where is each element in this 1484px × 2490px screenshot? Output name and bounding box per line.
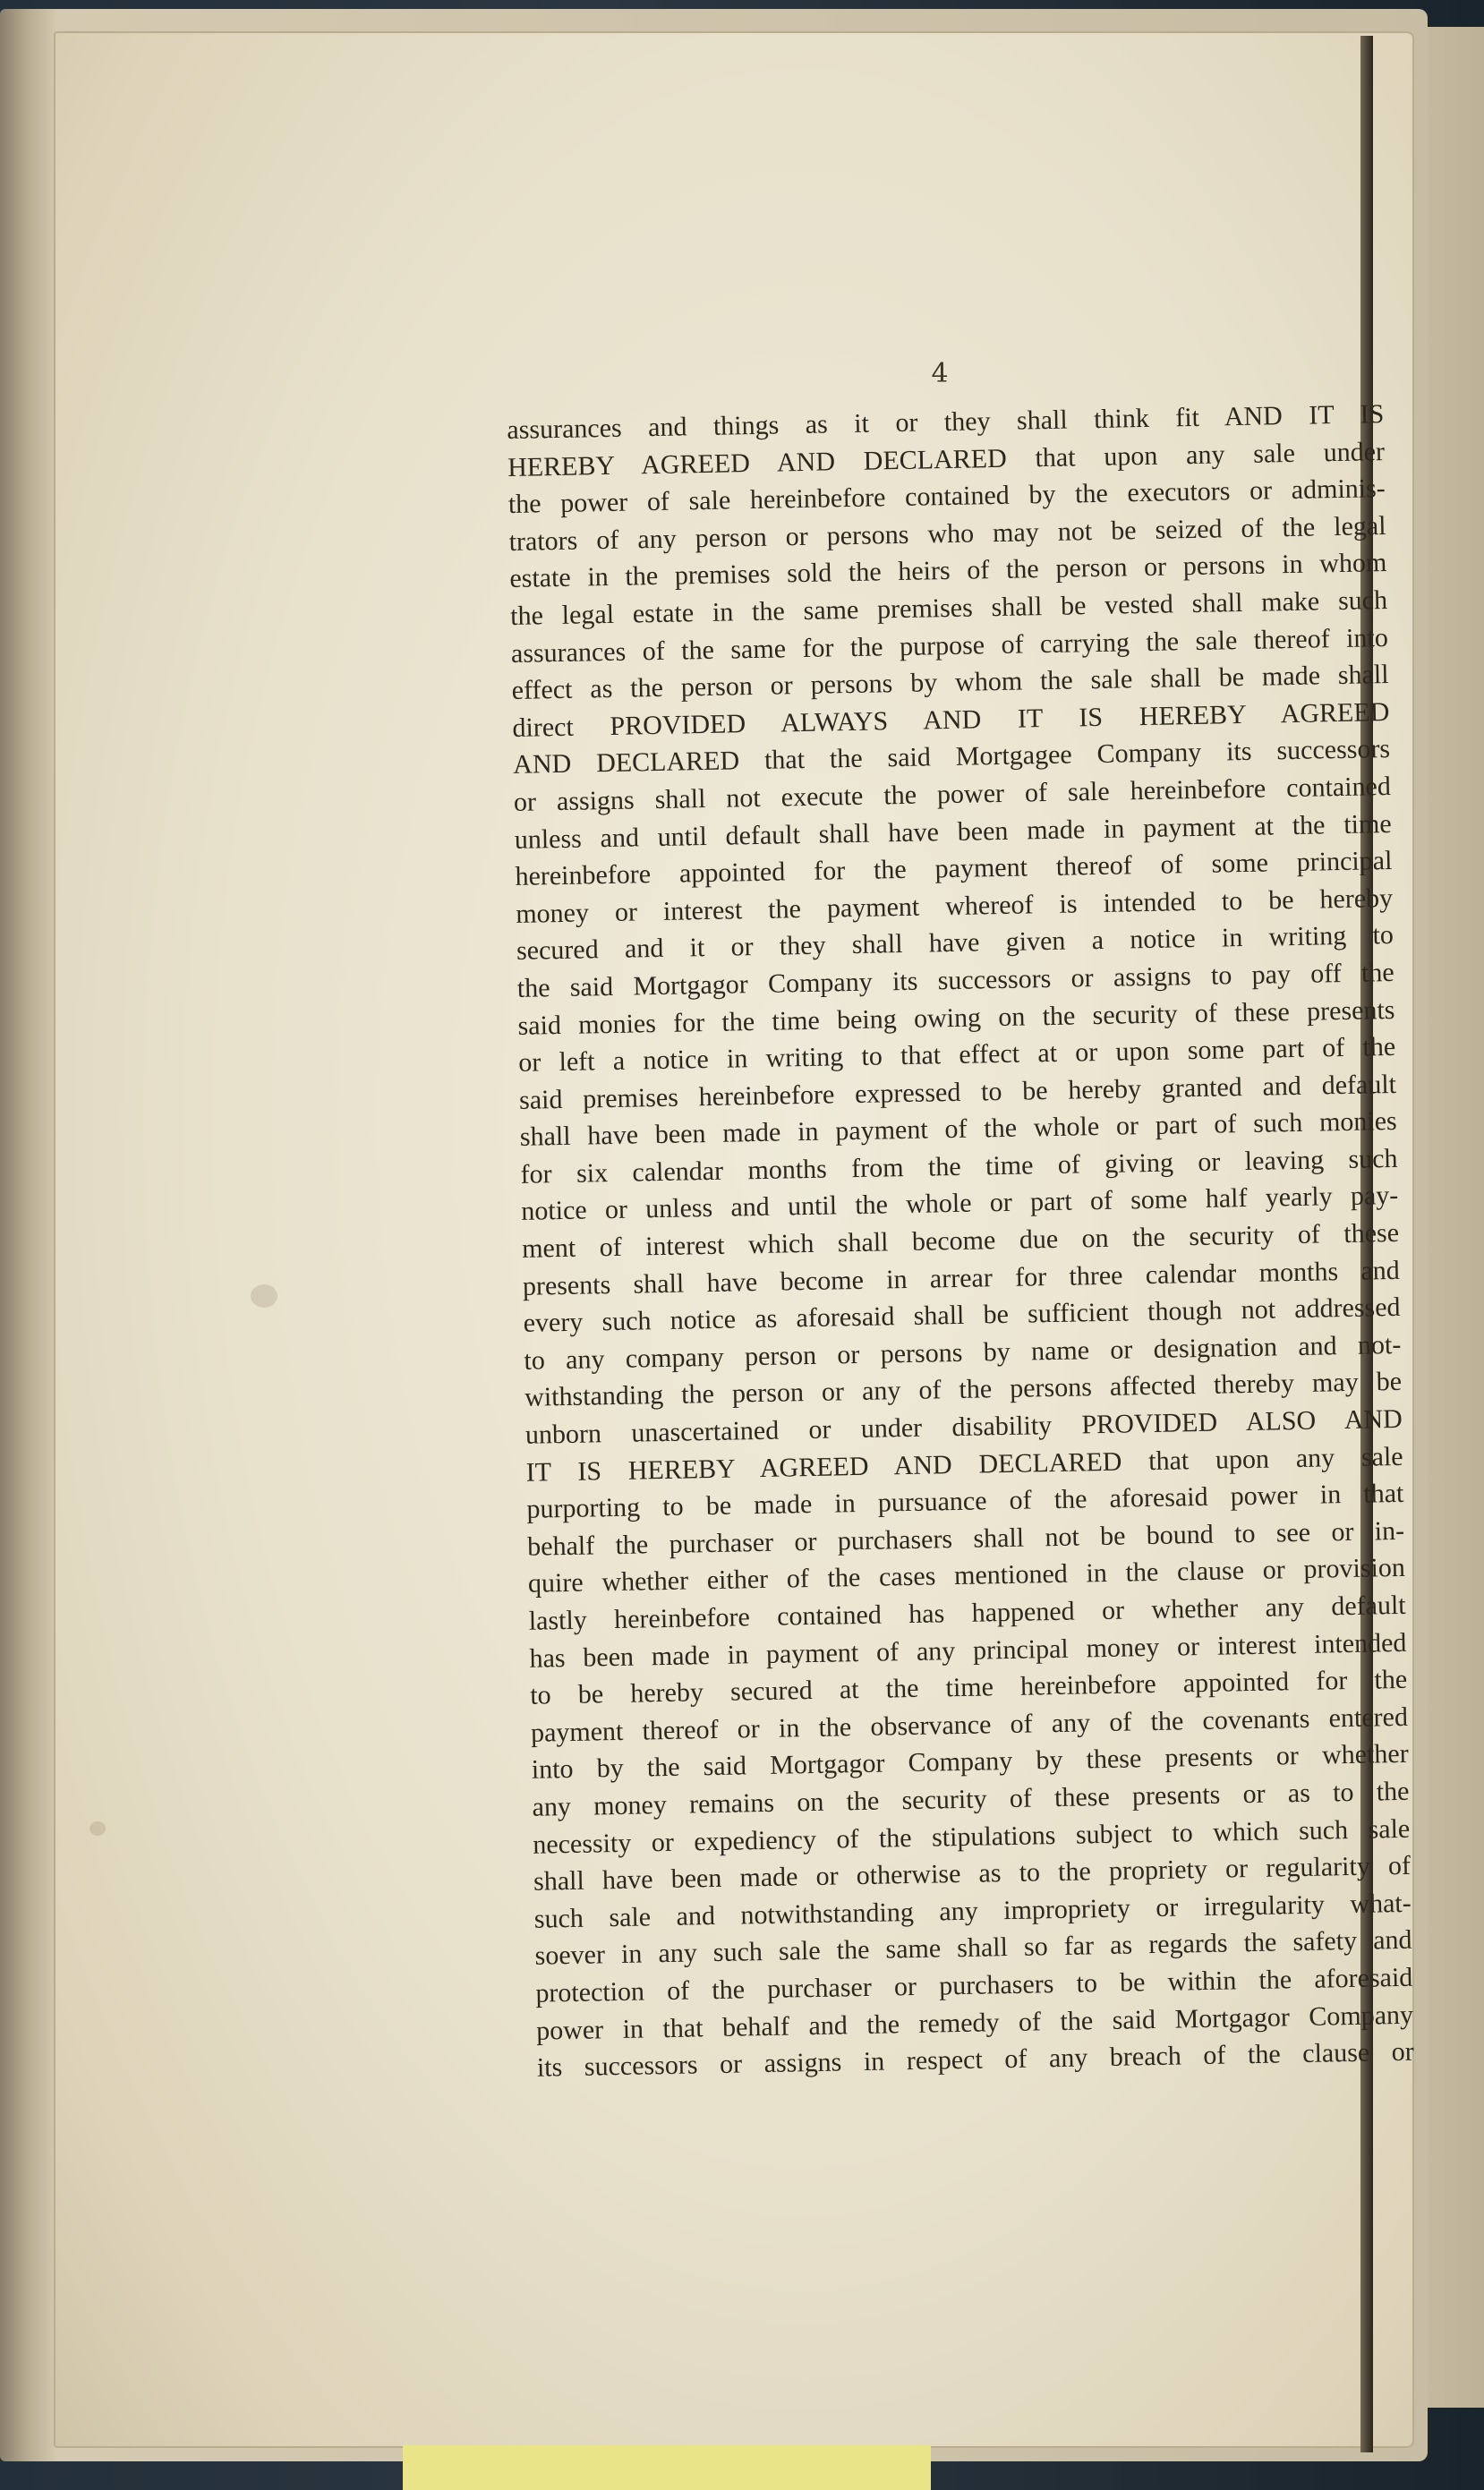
text-line: its successors or assigns in respect of any breach of the clause or [536,2036,1415,2083]
text-line: direct PROVIDED ALWAYS AND IT IS HEREBY AGREED [512,696,1390,743]
text-line: the legal estate in the same premises shall be vested shall make such [509,584,1388,631]
page-number: 4 [931,358,949,389]
text-line: unless and until default shall have been made in payment at the time [514,808,1392,855]
document-body-text [507,396,1414,2086]
text-line: shall have been made or otherwise as to the propriety or regularity of [533,1850,1412,1897]
text-line: any money remains on the security of these presents or as to the [532,1776,1410,1822]
paper-stain [90,1821,106,1836]
text-line: unborn unascertained or under disability PROVIDED ALSO AND [525,1403,1403,1450]
text-line: into by the said Mortgagor Company by these presents or whether [531,1739,1409,1786]
text-line: shall have been made in payment of the whole or part of such monies [519,1106,1397,1153]
text-line: every such notice as aforesaid shall be sufficient though not addressed [523,1292,1401,1339]
text-line: money or interest the payment whereof is intended to be hereby [515,883,1394,929]
text-line: presents shall have become in arrear for three calendar months and [522,1255,1401,1301]
text-line: payment thereof or in the observance of any of the covenants entered [530,1701,1409,1748]
text-line: necessity or expediency of the stipulations subject to which such sale [533,1813,1411,1860]
text-line: behalf the purchaser or purchasers shall not be bound to see or in- [526,1515,1405,1562]
text-line: quire whether either of the cases mentioned in the clause or provision [527,1553,1406,1599]
text-line: the said Mortgagor Company its successors or assigns to pay off the [516,957,1394,1003]
text-line: to any company person or persons by name or designation and not- [524,1329,1402,1376]
text-line: notice or unless and until the whole or part of some half yearly pay- [521,1181,1399,1227]
text-line: IT IS HEREBY AGREED AND DECLARED that upon any sale [525,1441,1403,1488]
text-line: for six calendar months from the time of giving or leaving such [520,1143,1398,1190]
text-line: or left a notice in writing to that effect at or upon some part of the [518,1032,1396,1078]
text-line: such sale and notwithstanding any impropriety or irregularity what- [533,1888,1412,1934]
text-line: power in that behalf and the remedy of the said Mortgagor Company [535,2000,1414,2046]
text-line: assurances of the same for the purpose of carrying the sale thereof into [510,622,1389,669]
text-line: assurances and things as it or they shall think fit AND IT IS [507,399,1385,445]
text-line: said premises hereinbefore expressed to be hereby granted and default [518,1069,1397,1115]
text-line: protection of the purchaser or purchasers to be within the aforesaid [535,1962,1413,2008]
yellow-paper-tab [403,2445,931,2490]
text-line: lastly hereinbefore contained has happened or whether any default [528,1590,1406,1636]
text-line: HEREBY AGREED AND DECLARED that upon any sale under [507,436,1386,482]
text-line: the power of sale hereinbefore contained by the executors or adminis- [507,473,1386,520]
text-line: purporting to be made in pursuance of the aforesaid power in that [526,1479,1404,1525]
text-line: or assigns shall not execute the power of sale hereinbefore contained [513,771,1392,817]
text-line: soever in any such sale the same shall so far as regards the safety and [534,1925,1412,1972]
text-line: said monies for the time being owing on the security of these presents [517,994,1395,1041]
text-line: estate in the premises sold the heirs of the person or persons in whom [509,548,1387,594]
text-line: AND DECLARED that the said Mortgagee Company its successors [512,734,1391,780]
text-line: hereinbefore appointed for the payment thereof of some principal [515,846,1393,892]
paper-stain [251,1284,277,1308]
text-line: effect as the person or persons by whom the sale shall be made shall [511,660,1389,706]
text-line: has been made in payment of any principal money or interest intended [529,1627,1407,1674]
text-line: trators of any person or persons who may not be seized of the legal [508,510,1386,557]
text-line: ment of interest which shall become due on the security of these [521,1217,1400,1264]
text-line: to be hereby secured at the time hereinbefore appointed for the [529,1664,1408,1710]
text-line: secured and it or they shall have given a notice in writing to [516,920,1394,967]
text-line: withstanding the person or any of the persons affected thereby may be [524,1367,1403,1413]
